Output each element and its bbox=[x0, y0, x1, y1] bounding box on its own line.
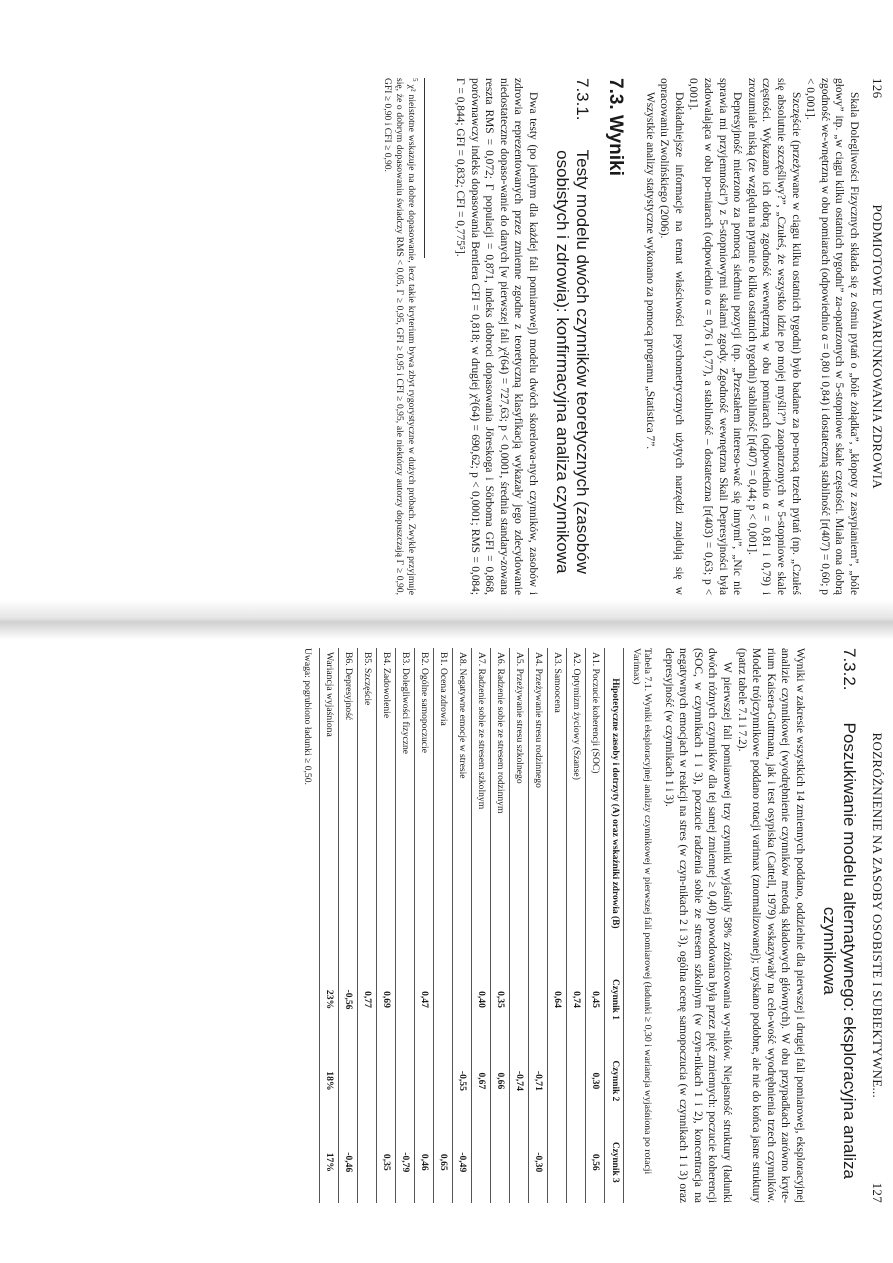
factor-3-loading: -0,49 bbox=[453, 1122, 472, 1203]
row-label: B2. Ogólne samopoczucie bbox=[415, 648, 434, 959]
factor-2-loading: -0,71 bbox=[529, 1040, 548, 1121]
factor-3-loading bbox=[491, 1122, 510, 1203]
table-row bbox=[377, 648, 396, 1203]
factor-3-loading: -0,30 bbox=[529, 1122, 548, 1203]
table-row bbox=[472, 648, 491, 1203]
factor-2-loading bbox=[567, 1040, 586, 1121]
row-label: B1. Ocena zdrowia bbox=[434, 648, 453, 959]
row-label: A7. Radzenie sobie ze stresem szkolnym bbox=[472, 648, 491, 959]
row-label: A4. Przeżywanie stresu rodzinnego bbox=[529, 648, 548, 959]
footnote-divider bbox=[424, 78, 425, 258]
table-row bbox=[434, 648, 453, 1203]
factor-1-loading: 0,47 bbox=[415, 959, 434, 1040]
factor-3-loading: 0,56 bbox=[586, 1122, 605, 1203]
row-label: B4. Zadowolenie bbox=[377, 648, 396, 959]
paragraph: Wszystkie analizy statystyczne wykonano za pomocą programu „Statistica 7”. bbox=[643, 92, 656, 450]
row-label: A1. Poczucie koherencji (SOC) bbox=[586, 648, 605, 959]
factor-2-loading: 0,30 bbox=[586, 1040, 605, 1121]
row-label: A2. Optymizm życiowy (Szanse) bbox=[567, 648, 586, 959]
row-label: Wariancja wyjaśniona bbox=[320, 648, 339, 959]
row-label: B6. Depresyjność bbox=[339, 648, 358, 959]
factor-3-loading bbox=[548, 1122, 567, 1203]
factor-2-loading: 0,66 bbox=[491, 1040, 510, 1121]
row-label: A8. Negatywne emocje w stresie bbox=[453, 648, 472, 959]
footnote-text: χ² nieistotne wskazuje na dobre dopasowanie, lecz takie kryterium bywa zbyt rygorystyczne w dużych próbach. Zwykle przyjmuje się, że o dobrym dopasowaniu świadczy RMS < 0,05, Γ ≥ 0,95, GFI ≥ 0,95 i CFI ≥ 0,95, ale niektórzy autorzy dopuszczają Γ ≥ 0,90, GFI ≥ 0,90 i CFI ≥ 0,90. bbox=[382, 78, 417, 596]
subsection-title: Poszukiwanie modelu alternatywnego: eksploracyjna analiza czynnikowa bbox=[820, 722, 859, 1179]
subsection-number: 7.3.2. bbox=[840, 648, 859, 691]
factor-3-loading: -0,79 bbox=[396, 1122, 415, 1203]
paragraph: Depresyjność mierzono za pomocą siedmiu pozycji (np. „Przestałem intereso-wać się innymi”, „Nic nie sprawia mi przyjemności”) z 5-stopniowymi skalami zgody. Zgodność wewnętrzna Skali Depresyjności była zadowalająca w obu po-miarach (odpowiednio α = 0,76 i 0,77), a stabilność – dostateczna [r(403) = 0,63; p < 0,001]. bbox=[687, 78, 744, 595]
factor-1-loading: 0,40 bbox=[472, 959, 491, 1040]
table-row bbox=[453, 648, 472, 1203]
factor-2-loading bbox=[434, 1040, 453, 1121]
factor-3-loading bbox=[567, 1122, 586, 1203]
column-header: Hipotetyczne zasoby i dotrzyty (A) oraz wskaźniki zdrowia (B) bbox=[605, 648, 624, 959]
table-note: Uwaga: pogrubiono ładunki ≥ 0,50. bbox=[302, 648, 314, 785]
page-number: 126 bbox=[870, 78, 885, 99]
factor-2-loading bbox=[548, 1040, 567, 1121]
subsection-number: 7.3.1. bbox=[573, 78, 593, 121]
factor-3-loading: 0,46 bbox=[415, 1122, 434, 1203]
factor-2-loading bbox=[396, 1040, 415, 1121]
factor-2-loading: 18% bbox=[320, 1040, 339, 1121]
paragraph: Wyniki w zakresie wszystkich 14 zmiennych poddano, oddzielnie dla pierwszej i drugiej fali pomiarowej, eksploracyjnej analizie czynnikowej (wyodrębnienie czynników metodą składowych głównych). W obu przypadkach zarówno kryte-rium Kaisera-Guttmana, jak i test osypiska (Cattell, 1979) wskazywały na celo-wość wyodrębnienia trzech czynników. Modele trójczynnikowe poddano rotacji varimax (znormalizowanej); uzyskano podobne, ale nie do końca jasne struktury (patrz tabele 7.1 i 7.2). bbox=[735, 648, 806, 1203]
factor-3-loading bbox=[510, 1122, 529, 1203]
table-row bbox=[415, 648, 434, 1203]
page-number: 127 bbox=[870, 1182, 885, 1203]
factor-1-loading: 23% bbox=[320, 959, 339, 1040]
factor-2-loading: 0,67 bbox=[472, 1040, 491, 1121]
subsection-title: Testy modelu dwóch czynników teoretycznych (zasobów osobistych i zdrowia): konfirmacyjna analiza czynnikowa bbox=[553, 149, 593, 574]
table-row bbox=[510, 648, 529, 1203]
subsection-heading bbox=[819, 648, 859, 1203]
table-row bbox=[320, 648, 339, 1203]
factor-3-loading: 17% bbox=[320, 1122, 339, 1203]
row-label: A3. Samoocena bbox=[548, 648, 567, 959]
factor-2-loading bbox=[377, 1040, 396, 1121]
factor-2-loading bbox=[358, 1040, 377, 1121]
running-head-right bbox=[869, 648, 885, 1203]
table-row bbox=[491, 648, 510, 1203]
factor-1-loading bbox=[453, 959, 472, 1040]
factor-1-loading: -0,56 bbox=[339, 959, 358, 1040]
running-title: ROZRÓŻNIENIE NA ZASOBY OSOBISTE I SUBIEKTYWNE... bbox=[870, 732, 885, 1099]
factor-1-loading bbox=[434, 959, 453, 1040]
factor-1-loading bbox=[396, 959, 415, 1040]
paragraph: Skala Dolegliwości Fizycznych składa się z ośmiu pytań o „bóle żołądka”, „kłopoty z zasypianiem”, „bóle głowy” itp. „w ciągu kilku ostatnich tygodni” za-opatrzonych w 5-stopniowe skale częstości. Miała ona dobrą zgodność we-wnętrzną w obu pomiarach (odpowiednio α = 0,80 i 0,84) i dostateczną stabilność [r(407) = 0,60; p < 0,001]. bbox=[804, 78, 860, 595]
results-paragraph: Dwa testy (po jednym dla każdej fali pomiarowej) modelu dwóch skorelowa-nych czynników, zasobów i zdrowia reprezentowanych przez zmienne zgodne z teoretyczną klasyfikacją wykazały jego zdecydowanie niedostateczne dopaso-wanie do danych [w pierwszej fali χ²(64) = 727,63; p < 0,0001, średnia standary-zowana reszta RMS = 0,072; Γ populacji = 0,871, indeks dobroci dopasowania Jöreskoga i Sörboma GFI = 0,868, porównawczy indeks dopasowania Bentlera CFI = 0,818; w drugiej χ²(64) = 690,62; p < 0,0001; RMS = 0,084; Γ = 0,844; GFI = 0,832; CFI = 0,775⁵]. bbox=[454, 78, 540, 595]
table-header-row bbox=[605, 648, 624, 1203]
factor-1-loading: 0,69 bbox=[377, 959, 396, 1040]
column-header: Czynnik 3 bbox=[605, 1122, 624, 1203]
factor-1-loading: 0,77 bbox=[358, 959, 377, 1040]
factor-1-loading: 0,45 bbox=[586, 959, 605, 1040]
factor-2-loading: -0,55 bbox=[453, 1040, 472, 1121]
table-row bbox=[586, 648, 605, 1203]
factor-1-loading: 0,64 bbox=[548, 959, 567, 1040]
running-title: PODMIOTOWE UWARUNKOWANIA ZDROWIA bbox=[870, 204, 885, 489]
paragraph: Dokładniejsze informacje na temat właściwości psychometrycznych użytych narzędzi znajdują się w opracowaniu Zwolińskiego (2006). bbox=[658, 78, 685, 595]
section-heading: 7.3. Wyniki bbox=[605, 78, 627, 176]
factor-3-loading bbox=[472, 1122, 491, 1203]
factor-1-loading bbox=[529, 959, 548, 1040]
left-page bbox=[0, 0, 893, 615]
table-row bbox=[567, 648, 586, 1203]
table-caption: Tabela 7.1. Wyniki eksploracyjnej analizy czynnikowej w pierwszej fali pomiarowej (ładunki ≥ 0,30 i wariancja wyjaśniona po rotacji Varimax) bbox=[630, 648, 654, 1175]
factor-3-loading: 0,65 bbox=[434, 1122, 453, 1203]
footnote-marker: 5 bbox=[410, 78, 419, 82]
paragraph: Szczęście (przeżywane w ciągu kilku ostatnich tygodni) było badane za po-mocą trzech pytań (np. „Czułeś się absolutnie szczęśliwy?”, „Czułeś, że wszystko idzie po mojej myśli?”) zaopatrzonych w 5-stopniowe skale częstości. Wykazano ich dobrą zgodność wewnętrzną w obu pomiarach (odpowiednio α = 0,81 i 0,79) i zrozumiale niską (ze względu na pytanie o kilka ostatnich tygodni) stabilność [r(407) = 0,44; p < 0,001]. bbox=[745, 78, 802, 595]
running-head-left bbox=[869, 78, 885, 595]
factor-3-loading: -0,46 bbox=[339, 1122, 358, 1203]
table-row bbox=[358, 648, 377, 1203]
subsection-heading bbox=[552, 78, 592, 595]
factor-1-loading: 0,35 bbox=[491, 959, 510, 1040]
row-label: A6. Radzenie sobie ze stresem rodzinnym bbox=[491, 648, 510, 959]
paragraph: W pierwszej fali pomiarowej trzy czynniki wyjaśniły 58% zróżnicowania wy-ników. Niejasność struktury (ładunki dwóch różnych czynników dla tej samej zmiennej ≥ 0,40) powodowana była przez pięć zmiennych: poczucie koherencji (SOC, w czynnikach 1 i 3), poczucie radzenia sobie ze stresem szkolnym (w czyn-nikach 1 i 2), koncentracja na negatywnych emocjach w reakcji na stres (w czyn-nikach 2 i 3), ogólna ocenę samopoczucia (w czynnikach 1 i 3) oraz depresyjność (w czynnikach 1 i 3). bbox=[662, 648, 734, 1203]
footnote bbox=[382, 78, 420, 595]
right-page bbox=[0, 628, 893, 1263]
column-header: Czynnik 1 bbox=[605, 959, 624, 1040]
column-header: Czynnik 2 bbox=[605, 1040, 624, 1121]
row-label: B3. Dolegliwości fizyczne bbox=[396, 648, 415, 959]
table-row bbox=[548, 648, 567, 1203]
factor-2-loading bbox=[415, 1040, 434, 1121]
table-body bbox=[320, 648, 605, 1203]
factor-3-loading bbox=[358, 1122, 377, 1203]
factor-loadings-table bbox=[319, 648, 624, 1203]
table-row bbox=[529, 648, 548, 1203]
table-row bbox=[396, 648, 415, 1203]
factor-2-loading bbox=[339, 1040, 358, 1121]
factor-1-loading bbox=[510, 959, 529, 1040]
table-row bbox=[339, 648, 358, 1203]
factor-1-loading: 0,74 bbox=[567, 959, 586, 1040]
row-label: B5. Szczęście bbox=[358, 648, 377, 959]
factor-3-loading: 0,35 bbox=[377, 1122, 396, 1203]
factor-2-loading: -0,74 bbox=[510, 1040, 529, 1121]
row-label: A5. Przeżywanie stresu szkolnego bbox=[510, 648, 529, 959]
